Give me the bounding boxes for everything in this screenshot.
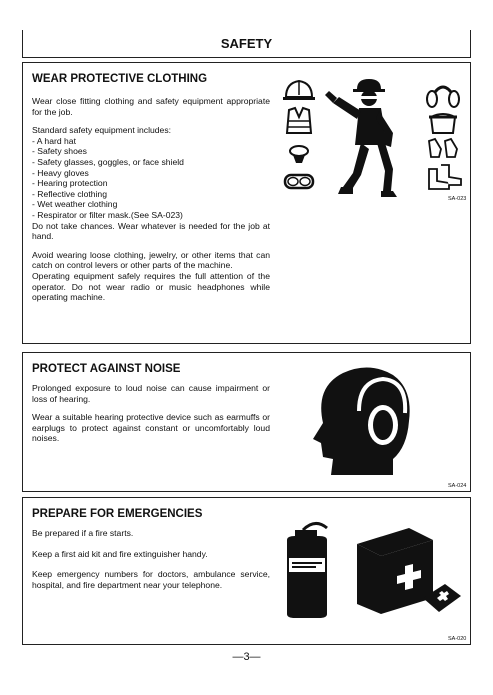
gloves-icon xyxy=(429,139,457,157)
section-title: PROTECT AGAINST NOISE xyxy=(32,363,181,375)
section-body xyxy=(32,383,270,452)
equipment-list xyxy=(32,136,270,221)
paragraph: Keep emergency numbers for doctors, ambulance service, hospital, and fire department near your telephone. xyxy=(32,569,270,590)
figure-code: SA-020 xyxy=(448,636,467,642)
page-title: SAFETY xyxy=(22,30,471,58)
list-item: - A hard hat xyxy=(32,136,270,147)
list-item: - Reflective clothing xyxy=(32,189,270,200)
paragraph: Avoid wearing loose clothing, jewelry, or other items that can catch on control levers or other parts of the machine. xyxy=(32,249,270,271)
list-item: - Safety shoes xyxy=(32,146,270,157)
paragraph: Do not take chances. Wear whatever is needed for the job at hand. xyxy=(32,220,270,242)
face-shield-icon xyxy=(429,114,457,133)
section-body xyxy=(32,528,270,598)
paragraph: Wear a suitable hearing protective device such as earmuffs or earplugs to protect against constant or uncomfortably loud noises. xyxy=(32,412,270,444)
paragraph: Be prepared if a fire starts. xyxy=(32,528,134,538)
list-item: - Hearing protection xyxy=(32,178,270,189)
fire-extinguisher-icon xyxy=(287,523,327,618)
equipment-heading: Standard safety equipment includes: xyxy=(32,125,172,136)
hearing-protection-illustration xyxy=(309,363,419,481)
section-title: PREPARE FOR EMERGENCIES xyxy=(32,508,203,520)
hard-hat-icon xyxy=(283,81,315,100)
protective-gear-illustration xyxy=(281,75,466,200)
worker-figure-icon xyxy=(325,79,397,197)
list-item: - Respirator or filter mask.(See SA-023) xyxy=(32,210,270,221)
goggles-icon xyxy=(285,175,313,188)
paragraph: Keep a first aid kit and fire extinguisher handy. xyxy=(32,548,208,559)
section-protective-clothing xyxy=(22,62,471,344)
figure-code: SA-024 xyxy=(448,483,467,489)
emergency-equipment-illustration xyxy=(273,518,463,623)
section-title: WEAR PROTECTIVE CLOTHING xyxy=(32,73,208,85)
paragraph: Prolonged exposure to loud noise can cause impairment or loss of hearing. xyxy=(32,383,270,404)
paragraph: Operating equipment safely requires the full attention of the operator. Do not wear radio or music headphones while operating machine. xyxy=(32,270,270,303)
earmuffs-icon xyxy=(427,87,459,107)
paragraph: Wear close fitting clothing and safety equipment appropriate for the job. xyxy=(32,96,270,117)
first-aid-kit-icon xyxy=(357,528,433,614)
figure-code: SA-023 xyxy=(448,196,467,202)
list-item: - Wet weather clothing xyxy=(32,199,270,210)
reflective-vest-icon xyxy=(287,108,311,133)
page-number: —3— xyxy=(232,651,261,663)
safety-shoes-icon xyxy=(429,165,461,189)
filter-mask-icon xyxy=(290,146,308,163)
section-emergencies xyxy=(22,497,471,645)
section-noise xyxy=(22,352,471,492)
section-body xyxy=(32,96,270,303)
list-item: - Safety glasses, goggles, or face shield xyxy=(32,157,270,168)
list-item: - Heavy gloves xyxy=(32,168,270,179)
